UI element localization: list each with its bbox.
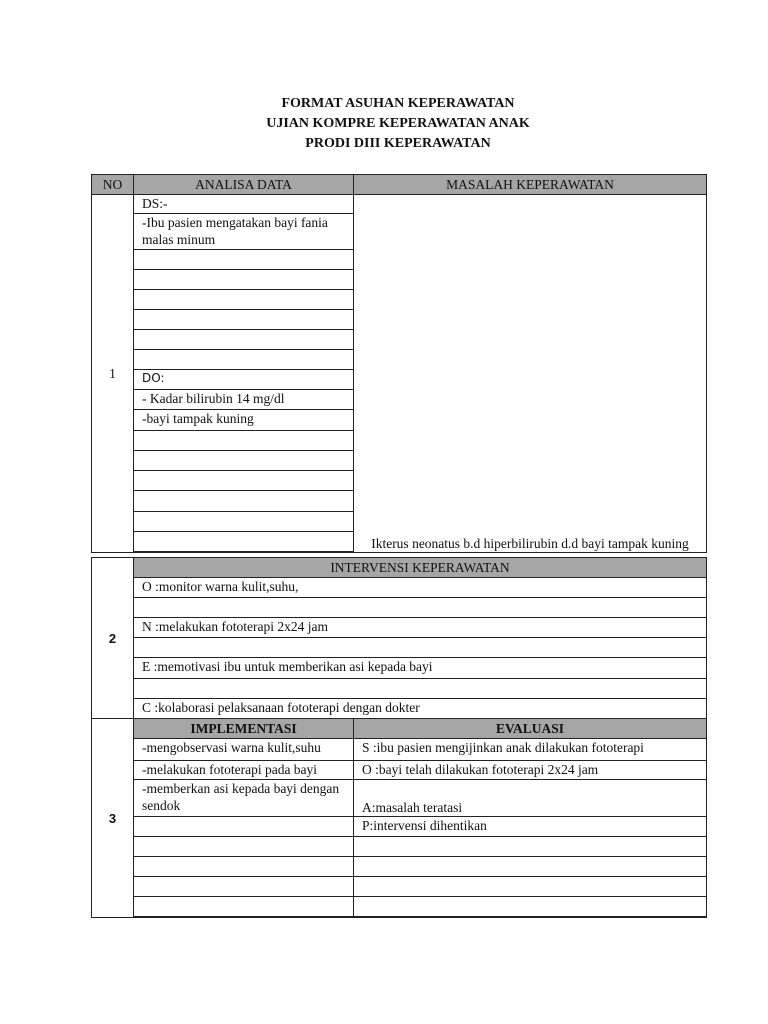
empty-cell <box>354 917 707 918</box>
masalah-keperawatan-text: Ikterus neonatus b.d hiperbilirubin d.d bayi tampak kuning <box>354 195 707 553</box>
empty-cell <box>134 857 354 877</box>
empty-cell <box>134 817 354 837</box>
implementasi-item: -melakukan fototerapi pada bayi <box>134 761 354 780</box>
col-header-implementasi: IMPLEMENTASI <box>134 719 354 739</box>
empty-cell <box>134 431 354 451</box>
form-subtitle-program: PRODI DIII KEPERAWATAN <box>305 136 491 151</box>
empty-cell <box>134 917 354 918</box>
empty-cell <box>134 679 707 699</box>
ds-label: DS:- <box>134 195 354 214</box>
empty-cell <box>134 451 354 471</box>
assessment-table <box>91 174 707 553</box>
evaluasi-assessment: A:masalah teratasi <box>354 780 707 817</box>
evaluasi-plan: P:intervensi dihentikan <box>354 817 707 837</box>
implementasi-item: -memberkan asi kepada bayi dengan sendok <box>134 780 354 817</box>
empty-cell <box>134 290 354 310</box>
empty-cell <box>134 471 354 491</box>
intervensi-table <box>91 557 707 719</box>
empty-cell <box>134 598 707 618</box>
empty-cell <box>134 552 354 553</box>
intervensi-edukasi: E :memotivasi ibu untuk memberikan asi kepada bayi <box>134 658 707 679</box>
implementasi-evaluasi-table <box>91 718 707 918</box>
empty-cell <box>134 512 354 532</box>
row-number-1: 1 <box>92 195 134 553</box>
empty-cell <box>134 877 354 897</box>
intervensi-observasi: O :monitor warna kulit,suhu, <box>134 578 707 598</box>
row-number-3: 3 <box>92 719 134 918</box>
empty-cell <box>134 330 354 350</box>
intervensi-header: INTERVENSI KEPERAWATAN <box>134 558 707 578</box>
col-header-evaluasi: EVALUASI <box>354 719 707 739</box>
empty-cell <box>354 877 707 897</box>
do-item: -bayi tampak kuning <box>134 410 354 431</box>
form-subtitle-exam: UJIAN KOMPRE KEPERAWATAN ANAK <box>266 116 530 131</box>
do-label: DO: <box>134 370 354 390</box>
empty-cell <box>134 491 354 512</box>
empty-cell <box>354 857 707 877</box>
empty-cell <box>134 532 354 552</box>
col-header-no: NO <box>92 175 134 195</box>
ds-item: -Ibu pasien mengatakan bayi fania malas minum <box>134 214 354 250</box>
empty-cell <box>354 837 707 857</box>
empty-cell <box>134 837 354 857</box>
intervensi-nursing: N :melakukan fototerapi 2x24 jam <box>134 618 707 638</box>
empty-cell <box>134 310 354 330</box>
row-number-2: 2 <box>92 558 134 719</box>
empty-cell <box>134 350 354 370</box>
implementasi-item: -mengobservasi warna kulit,suhu <box>134 739 354 761</box>
col-header-analisa-data: ANALISA DATA <box>134 175 354 195</box>
empty-cell <box>134 897 354 917</box>
col-header-masalah: MASALAH KEPERAWATAN <box>354 175 707 195</box>
empty-cell <box>134 638 707 658</box>
evaluasi-objective: O :bayi telah dilakukan fototerapi 2x24 jam <box>354 761 707 780</box>
form-title: FORMAT ASUHAN KEPERAWATAN <box>281 96 515 111</box>
do-item: - Kadar bilirubin 14 mg/dl <box>134 390 354 410</box>
evaluasi-subjective: S :ibu pasien mengijinkan anak dilakukan fototerapi <box>354 739 707 761</box>
empty-cell <box>134 270 354 290</box>
intervensi-kolaborasi: C :kolaborasi pelaksanaan fototerapi dengan dokter <box>134 699 707 719</box>
empty-cell <box>134 250 354 270</box>
empty-cell <box>354 897 707 917</box>
